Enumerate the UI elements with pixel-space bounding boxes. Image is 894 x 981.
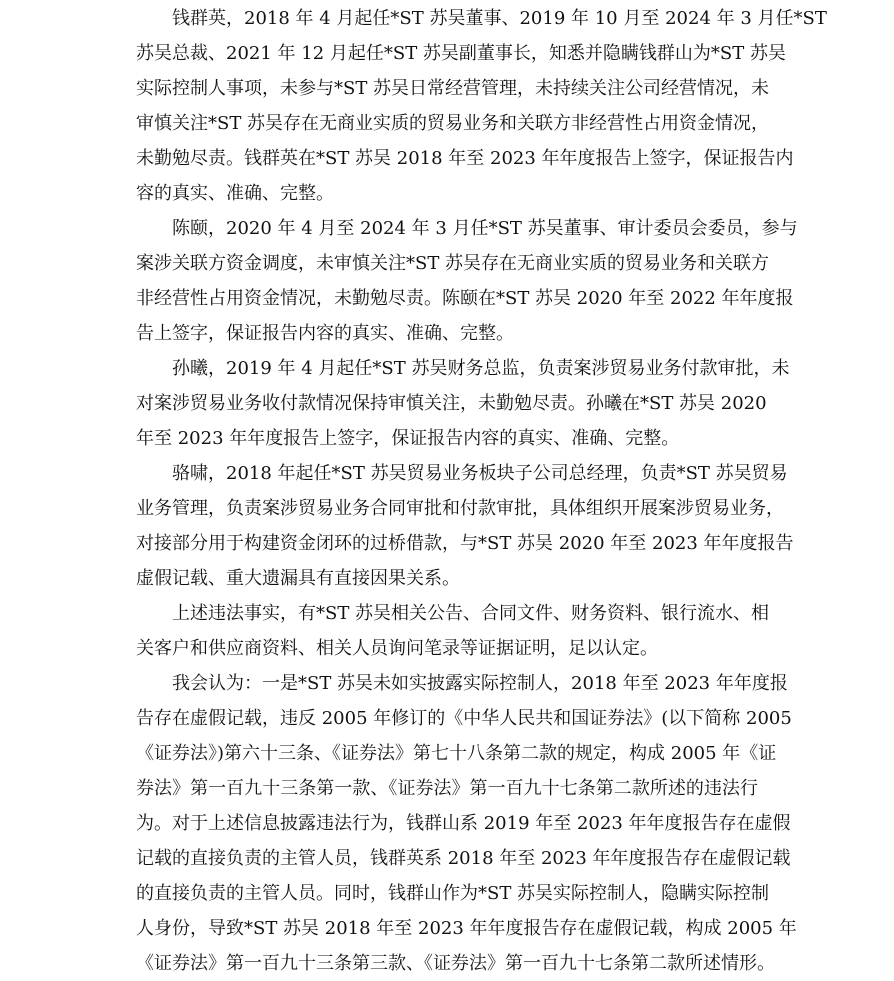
text-line: 的直接负责的主管人员。同时，钱群山作为*ST 苏吴实际控制人，隐瞒实际控制 — [136, 883, 770, 904]
text-line: 容的真实、准确、完整。 — [136, 183, 334, 204]
paragraph — [136, 456, 794, 596]
text-line: 业务管理，负责案涉贸易业务合同审批和付款审批，具体组织开展案涉贸易业务， — [136, 498, 784, 519]
text-line: 告存在虚假记载，违反 2005 年修订的《中华人民共和国证券法》(以下简称 2005 — [136, 708, 792, 729]
text-line: 非经营性占用资金情况，未勤勉尽责。陈颐在*ST 苏吴 2020 年至 2022 年年度报 — [136, 288, 794, 309]
text-line: 我会认为：一是*ST 苏吴未如实披露实际控制人，2018 年至 2023 年年度报 — [172, 673, 788, 694]
text-line: 年至 2023 年年度报告上签字，保证报告内容的真实、准确、完整。 — [136, 428, 680, 449]
text-line: 审慎关注*ST 苏吴存在无商业实质的贸易业务和关联方非经营性占用资金情况， — [136, 113, 770, 134]
text-line: 《证券法》第一百九十三条第三款、《证券法》第一百九十七条第二款所述情形。 — [136, 953, 775, 974]
text-line: 券法》第一百九十三条第一款、《证券法》第一百九十七条第二款所述的违法行 — [136, 778, 758, 799]
text-line: 案涉关联方资金调度，未审慎关注*ST 苏吴存在无商业实质的贸易业务和关联方 — [136, 253, 770, 274]
text-line: 孙曦，2019 年 4 月起任*ST 苏吴财务总监，负责案涉贸易业务付款审批，未 — [172, 358, 790, 379]
text-line: 上述违法事实，有*ST 苏吴相关公告、合同文件、财务资料、银行流水、相 — [172, 603, 770, 624]
text-line: 骆啸，2018 年起任*ST 苏吴贸易业务板块子公司总经理，负责*ST 苏吴贸易 — [172, 463, 788, 484]
text-line: 实际控制人事项，未参与*ST 苏吴日常经营管理，未持续关注公司经营情况，未 — [136, 78, 770, 99]
text-line: 虚假记载、重大遗漏具有直接因果关系。 — [136, 568, 460, 589]
text-line: 对接部分用于构建资金闭环的过桥借款，与*ST 苏吴 2020 年至 2023 年年度报告 — [136, 533, 794, 554]
paragraph — [136, 351, 790, 456]
paragraph — [136, 666, 797, 981]
text-line: 对案涉贸易业务收付款情况保持审慎关注，未勤勉尽责。孙曦在*ST 苏吴 2020 — [136, 393, 767, 414]
document-body — [136, 1, 827, 981]
paragraph — [136, 596, 770, 666]
text-line: 为。对于上述信息披露违法行为，钱群山系 2019 年至 2023 年年度报告存在虚假 — [136, 813, 791, 834]
text-line: 关客户和供应商资料、相关人员询问笔录等证据证明，足以认定。 — [136, 638, 658, 659]
text-line: 苏吴总裁、2021 年 12 月起任*ST 苏吴副董事长，知悉并隐瞒钱群山为*ST 苏吴 — [136, 43, 786, 64]
paragraph — [136, 211, 798, 351]
text-line: 记载的直接负责的主管人员，钱群英系 2018 年至 2023 年年度报告存在虚假记载 — [136, 848, 791, 869]
paragraph — [136, 1, 827, 211]
text-line: 《证券法》)第六十三条、《证券法》第七十八条第二款的规定，构成 2005 年《证 — [136, 743, 777, 764]
text-line: 陈颐，2020 年 4 月至 2024 年 3 月任*ST 苏吴董事、审计委员会委员，参与 — [172, 218, 798, 239]
text-line: 告上签字，保证报告内容的真实、准确、完整。 — [136, 323, 514, 344]
text-line: 未勤勉尽责。钱群英在*ST 苏吴 2018 年至 2023 年年度报告上签字，保证报告内 — [136, 148, 794, 169]
text-line: 人身份，导致*ST 苏吴 2018 年至 2023 年年度报告存在虚假记载，构成 2005 年 — [136, 918, 797, 939]
text-line: 钱群英，2018 年 4 月起任*ST 苏吴董事、2019 年 10 月至 2024 年 3 月任*ST — [172, 8, 827, 29]
